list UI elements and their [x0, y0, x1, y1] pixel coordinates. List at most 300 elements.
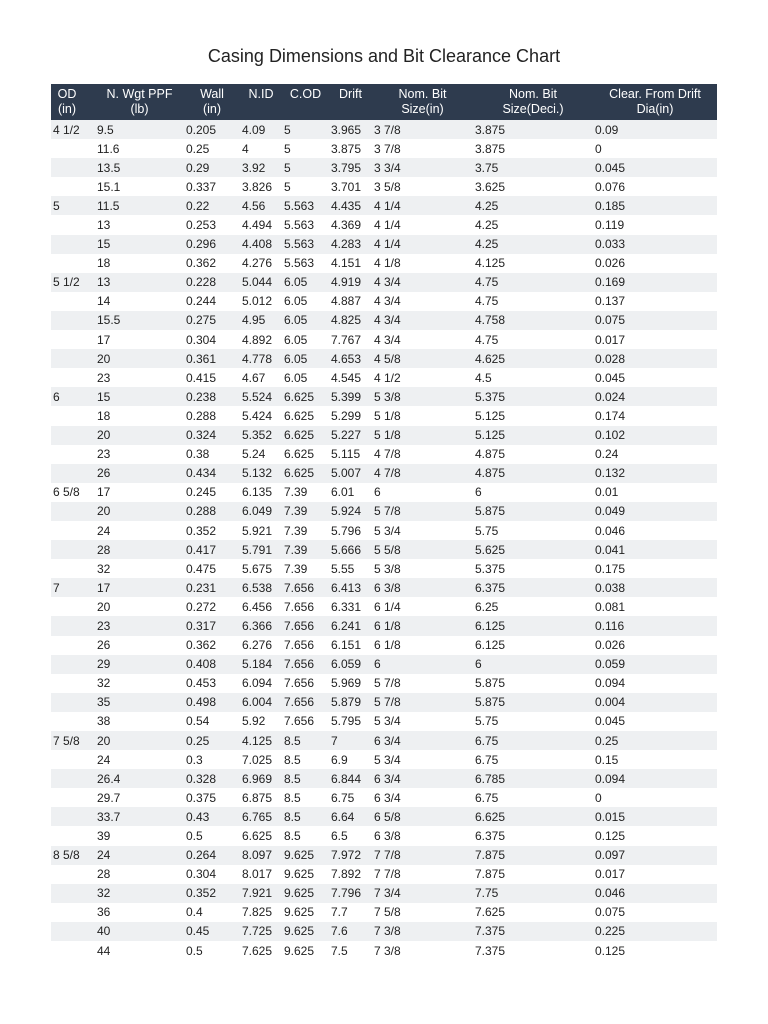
cell-weight: 26.4 [97, 771, 121, 786]
cell-bit-decimal: 4.125 [475, 256, 506, 271]
cell-clearance: 0.119 [595, 218, 625, 233]
table-row [51, 941, 717, 960]
cell-clearance: 0.045 [595, 160, 626, 175]
cell-bit-decimal: 4.875 [475, 447, 506, 462]
col-header-bit-size: Nom. Bit Size(in) [398, 87, 447, 116]
cell-drift: 6.059 [331, 657, 362, 672]
cell-bit-decimal: 4.25 [475, 237, 499, 252]
cell-od [51, 826, 95, 845]
cell-nid: 7.625 [242, 943, 273, 958]
cell-cod: 6.05 [284, 351, 308, 366]
cell-clearance: 0.004 [595, 695, 626, 710]
cell-clearance: 0.094 [595, 771, 626, 786]
cell-wall: 0.288 [186, 408, 217, 423]
cell-wall: 0.417 [186, 542, 217, 557]
table-row [51, 540, 717, 559]
cell-weight: 36 [97, 905, 111, 920]
table-row [51, 139, 717, 158]
cell-clearance: 0.097 [595, 848, 626, 863]
cell-bit-decimal: 5.875 [475, 504, 506, 519]
cell-od [51, 406, 95, 425]
cell-cod: 5 [284, 122, 291, 137]
cell-weight: 39 [97, 829, 111, 844]
cell-clearance: 0.15 [595, 752, 619, 767]
cell-wall: 0.475 [186, 561, 217, 576]
cell-cod: 7.656 [284, 714, 315, 729]
cell-clearance: 0.045 [595, 370, 626, 385]
cell-bit-size: 3 7/8 [374, 122, 401, 137]
cell-od [51, 177, 95, 196]
cell-bit-decimal: 7.625 [475, 905, 506, 920]
cell-wall: 0.434 [186, 466, 217, 481]
cell-nid: 7.025 [242, 752, 273, 767]
cell-od [51, 712, 95, 731]
cell-drift: 5.55 [331, 561, 355, 576]
cell-bit-size: 4 3/4 [374, 332, 401, 347]
cell-od: 7 [53, 580, 60, 595]
cell-nid: 6.004 [242, 695, 273, 710]
cell-nid: 7.725 [242, 924, 273, 939]
cell-od: 8 5/8 [53, 848, 80, 863]
cell-clearance: 0.015 [595, 809, 626, 824]
cell-od [51, 655, 95, 674]
cell-od [51, 922, 95, 941]
cell-clearance: 0.225 [595, 924, 626, 939]
cell-cod: 6.625 [284, 447, 315, 462]
col-header-od: OD (in) [57, 87, 77, 116]
cell-nid: 5.24 [242, 447, 266, 462]
cell-cod: 9.625 [284, 886, 315, 901]
table-row [51, 712, 717, 731]
cell-cod: 6.625 [284, 428, 315, 443]
cell-cod: 7.656 [284, 580, 315, 595]
cell-od [51, 941, 95, 960]
cell-od [51, 235, 95, 254]
cell-wall: 0.375 [186, 790, 217, 805]
cell-od [51, 750, 95, 769]
cell-drift: 6.151 [331, 638, 362, 653]
cell-wall: 0.25 [186, 141, 210, 156]
cell-clearance: 0.076 [595, 179, 626, 194]
cell-nid: 6.135 [242, 485, 273, 500]
cell-cod: 6.625 [284, 408, 315, 423]
cell-bit-decimal: 6.375 [475, 829, 506, 844]
cell-drift: 4.435 [331, 198, 362, 213]
cell-cod: 7.656 [284, 638, 315, 653]
cell-cod: 5.563 [284, 256, 315, 271]
table-row [51, 464, 717, 483]
cell-bit-decimal: 6.75 [475, 790, 499, 805]
cell-weight: 17 [97, 485, 111, 500]
cell-clearance: 0 [595, 790, 602, 805]
cell-bit-size: 3 7/8 [374, 141, 401, 156]
cell-weight: 33.7 [97, 809, 121, 824]
cell-clearance: 0.041 [595, 542, 626, 557]
cell-bit-size: 6 3/4 [374, 733, 401, 748]
casing-table [51, 84, 717, 960]
cell-nid: 4.276 [242, 256, 273, 271]
cell-od [51, 368, 95, 387]
cell-bit-size: 6 3/4 [374, 771, 401, 786]
cell-wall: 0.253 [186, 218, 217, 233]
cell-clearance: 0.125 [595, 943, 626, 958]
cell-weight: 35 [97, 695, 111, 710]
cell-cod: 5 [284, 160, 291, 175]
cell-od [51, 559, 95, 578]
cell-bit-size: 4 7/8 [374, 466, 401, 481]
cell-bit-decimal: 3.875 [475, 122, 506, 137]
table-row [51, 788, 717, 807]
cell-nid: 5.424 [242, 408, 273, 423]
cell-clearance: 0.25 [595, 733, 619, 748]
cell-bit-decimal: 7.375 [475, 943, 506, 958]
cell-drift: 7.6 [331, 924, 348, 939]
cell-clearance: 0.046 [595, 886, 626, 901]
cell-wall: 0.337 [186, 179, 217, 194]
cell-od: 7 5/8 [53, 733, 80, 748]
cell-bit-size: 4 1/4 [374, 218, 401, 233]
table-row [51, 807, 717, 826]
cell-weight: 26 [97, 638, 111, 653]
cell-od [51, 426, 95, 445]
cell-wall: 0.275 [186, 313, 217, 328]
table-row [51, 884, 717, 903]
cell-drift: 5.879 [331, 695, 362, 710]
cell-clearance: 0.046 [595, 523, 626, 538]
cell-weight: 20 [97, 504, 111, 519]
cell-od [51, 502, 95, 521]
table-row [51, 349, 717, 368]
cell-bit-size: 6 3/8 [374, 580, 401, 595]
table-row [51, 769, 717, 788]
cell-clearance: 0.132 [595, 466, 626, 481]
cell-wall: 0.304 [186, 867, 217, 882]
cell-od [51, 616, 95, 635]
cell-nid: 8.097 [242, 848, 273, 863]
cell-wall: 0.54 [186, 714, 210, 729]
cell-bit-decimal: 5.625 [475, 542, 506, 557]
cell-cod: 6.05 [284, 275, 308, 290]
cell-od [51, 636, 95, 655]
cell-clearance: 0.137 [595, 294, 626, 309]
cell-od [51, 292, 95, 311]
cell-clearance: 0.059 [595, 657, 626, 672]
cell-bit-decimal: 4.75 [475, 275, 499, 290]
cell-od [51, 884, 95, 903]
cell-bit-decimal: 4.25 [475, 198, 499, 213]
cell-weight: 20 [97, 599, 111, 614]
cell-wall: 0.22 [186, 198, 210, 213]
cell-cod: 6.05 [284, 332, 308, 347]
cell-drift: 5.969 [331, 676, 362, 691]
cell-weight: 32 [97, 676, 111, 691]
cell-cod: 7.656 [284, 618, 315, 633]
cell-cod: 9.625 [284, 848, 315, 863]
table-row [51, 903, 717, 922]
cell-weight: 15 [97, 237, 111, 252]
cell-cod: 5.563 [284, 198, 315, 213]
cell-weight: 13 [97, 218, 111, 233]
cell-nid: 5.524 [242, 389, 273, 404]
cell-bit-size: 5 3/8 [374, 389, 401, 404]
cell-bit-decimal: 6 [475, 485, 482, 500]
cell-od [51, 540, 95, 559]
table-row [51, 292, 717, 311]
cell-bit-decimal: 4.75 [475, 294, 499, 309]
cell-weight: 29 [97, 657, 111, 672]
cell-wall: 0.317 [186, 618, 217, 633]
cell-weight: 20 [97, 351, 111, 366]
cell-weight: 23 [97, 370, 111, 385]
cell-weight: 18 [97, 256, 111, 271]
cell-bit-decimal: 4.758 [475, 313, 506, 328]
header-row [51, 84, 717, 120]
cell-cod: 7.656 [284, 695, 315, 710]
cell-wall: 0.272 [186, 599, 217, 614]
cell-nid: 3.92 [242, 160, 266, 175]
cell-bit-decimal: 4.75 [475, 332, 499, 347]
cell-wall: 0.361 [186, 351, 217, 366]
cell-bit-size: 5 3/4 [374, 523, 401, 538]
cell-drift: 5.795 [331, 714, 362, 729]
cell-weight: 20 [97, 733, 111, 748]
cell-od [51, 674, 95, 693]
cell-clearance: 0.169 [595, 275, 626, 290]
cell-bit-size: 6 1/8 [374, 638, 401, 653]
cell-drift: 4.283 [331, 237, 362, 252]
cell-bit-decimal: 4.875 [475, 466, 506, 481]
cell-bit-decimal: 7.375 [475, 924, 506, 939]
cell-bit-decimal: 6.125 [475, 638, 506, 653]
cell-wall: 0.304 [186, 332, 217, 347]
cell-bit-size: 6 3/4 [374, 790, 401, 805]
cell-clearance: 0.09 [595, 122, 619, 137]
cell-drift: 3.875 [331, 141, 362, 156]
cell-bit-decimal: 6 [475, 657, 482, 672]
cell-clearance: 0.033 [595, 237, 626, 252]
cell-nid: 4.67 [242, 370, 266, 385]
cell-wall: 0.5 [186, 829, 203, 844]
cell-od [51, 445, 95, 464]
cell-drift: 6.9 [331, 752, 348, 767]
cell-cod: 6.05 [284, 294, 308, 309]
cell-od [51, 139, 95, 158]
cell-bit-decimal: 6.625 [475, 809, 506, 824]
cell-wall: 0.244 [186, 294, 217, 309]
table-row [51, 636, 717, 655]
cell-cod: 5.563 [284, 218, 315, 233]
cell-bit-size: 5 7/8 [374, 676, 401, 691]
table-row [51, 215, 717, 234]
cell-od [51, 254, 95, 273]
cell-cod: 9.625 [284, 905, 315, 920]
cell-wall: 0.25 [186, 733, 210, 748]
cell-bit-size: 5 7/8 [374, 504, 401, 519]
cell-wall: 0.453 [186, 676, 217, 691]
cell-drift: 5.115 [331, 447, 361, 462]
cell-nid: 4.408 [242, 237, 273, 252]
cell-cod: 6.05 [284, 313, 308, 328]
cell-clearance: 0.185 [595, 198, 626, 213]
cell-clearance: 0.102 [595, 428, 626, 443]
cell-drift: 7.7 [331, 905, 348, 920]
cell-bit-size: 3 5/8 [374, 179, 401, 194]
cell-bit-size: 4 1/8 [374, 256, 401, 271]
table-row [51, 731, 717, 750]
cell-bit-size: 5 3/8 [374, 561, 401, 576]
cell-drift: 7 [331, 733, 338, 748]
cell-weight: 15.5 [97, 313, 121, 328]
cell-weight: 24 [97, 523, 111, 538]
cell-wall: 0.29 [186, 160, 210, 175]
cell-nid: 6.538 [242, 580, 273, 595]
cell-bit-decimal: 5.125 [475, 408, 506, 423]
cell-nid: 4.892 [242, 332, 273, 347]
cell-wall: 0.264 [186, 848, 217, 863]
cell-bit-size: 4 1/2 [374, 370, 401, 385]
cell-bit-size: 7 7/8 [374, 848, 401, 863]
table-row [51, 693, 717, 712]
cell-nid: 5.352 [242, 428, 273, 443]
cell-nid: 4.778 [242, 351, 273, 366]
cell-weight: 32 [97, 561, 111, 576]
cell-clearance: 0.094 [595, 676, 626, 691]
cell-cod: 8.5 [284, 771, 301, 786]
cell-bit-decimal: 7.875 [475, 867, 506, 882]
cell-nid: 5.921 [242, 523, 273, 538]
cell-bit-decimal: 4.625 [475, 351, 506, 366]
cell-bit-decimal: 6.25 [475, 599, 499, 614]
cell-drift: 3.795 [331, 160, 362, 175]
table-row [51, 521, 717, 540]
cell-bit-decimal: 7.75 [475, 886, 499, 901]
cell-od [51, 865, 95, 884]
cell-bit-size: 7 3/8 [374, 943, 401, 958]
cell-drift: 7.972 [331, 848, 362, 863]
cell-cod: 8.5 [284, 752, 301, 767]
cell-nid: 6.456 [242, 599, 273, 614]
cell-weight: 11.6 [97, 141, 120, 156]
cell-clearance: 0.174 [595, 408, 626, 423]
cell-wall: 0.288 [186, 504, 217, 519]
cell-bit-size: 7 5/8 [374, 905, 401, 920]
cell-cod: 8.5 [284, 809, 301, 824]
table-row [51, 750, 717, 769]
cell-od: 5 1/2 [53, 275, 80, 290]
cell-clearance: 0 [595, 141, 602, 156]
cell-nid: 4 [242, 141, 249, 156]
cell-cod: 5 [284, 141, 291, 156]
cell-weight: 15.1 [97, 179, 121, 194]
cell-nid: 6.969 [242, 771, 273, 786]
table-row [51, 177, 717, 196]
cell-clearance: 0.075 [595, 905, 626, 920]
cell-bit-size: 5 1/8 [374, 428, 401, 443]
cell-cod: 5 [284, 179, 291, 194]
cell-cod: 7.656 [284, 599, 315, 614]
cell-weight: 17 [97, 332, 111, 347]
cell-cod: 7.39 [284, 504, 308, 519]
cell-clearance: 0.049 [595, 504, 626, 519]
cell-clearance: 0.017 [595, 332, 626, 347]
col-header-nid: N.ID [248, 87, 274, 101]
cell-nid: 6.276 [242, 638, 273, 653]
table-row [51, 846, 717, 865]
page-title: Casing Dimensions and Bit Clearance Chart [207, 46, 561, 66]
cell-weight: 9.5 [97, 122, 114, 137]
col-header-wall: Wall (in) [200, 87, 224, 116]
cell-cod: 8.5 [284, 829, 301, 844]
cell-drift: 5.924 [331, 504, 362, 519]
cell-bit-decimal: 3.625 [475, 179, 506, 194]
cell-wall: 0.3 [186, 752, 203, 767]
cell-nid: 6.366 [242, 618, 273, 633]
cell-cod: 8.5 [284, 790, 301, 805]
cell-bit-decimal: 6.785 [475, 771, 506, 786]
table-row [51, 426, 717, 445]
cell-drift: 6.331 [331, 599, 362, 614]
cell-drift: 6.241 [331, 618, 362, 633]
cell-od [51, 807, 95, 826]
table-row [51, 158, 717, 177]
cell-drift: 3.701 [331, 179, 362, 194]
cell-clearance: 0.24 [595, 447, 619, 462]
cell-nid: 5.675 [242, 561, 273, 576]
cell-wall: 0.238 [186, 389, 217, 404]
cell-weight: 13.5 [97, 160, 121, 175]
cell-weight: 17 [97, 580, 111, 595]
cell-drift: 7.796 [331, 886, 362, 901]
cell-bit-decimal: 5.875 [475, 695, 506, 710]
cell-bit-decimal: 3.875 [475, 141, 506, 156]
cell-bit-decimal: 5.75 [475, 714, 499, 729]
cell-bit-size: 5 5/8 [374, 542, 401, 557]
table-row [51, 922, 717, 941]
table-row [51, 387, 717, 406]
cell-od: 6 5/8 [53, 485, 80, 500]
cell-od: 4 1/2 [53, 122, 80, 137]
cell-nid: 5.184 [242, 657, 273, 672]
cell-bit-decimal: 5.75 [475, 523, 499, 538]
cell-bit-decimal: 4.5 [475, 370, 492, 385]
cell-nid: 7.921 [242, 886, 273, 901]
cell-weight: 23 [97, 447, 111, 462]
cell-bit-size: 6 3/8 [374, 829, 401, 844]
cell-cod: 7.39 [284, 523, 308, 538]
col-header-cod: C.OD [289, 87, 322, 101]
cell-wall: 0.498 [186, 695, 217, 710]
cell-cod: 7.656 [284, 676, 315, 691]
col-header-bit-decimal: Nom. Bit Size(Deci.) [502, 87, 564, 116]
cell-wall: 0.415 [186, 370, 217, 385]
cell-cod: 7.39 [284, 485, 308, 500]
cell-drift: 3.965 [331, 122, 362, 137]
cell-wall: 0.362 [186, 638, 217, 653]
cell-bit-size: 4 5/8 [374, 351, 401, 366]
cell-wall: 0.231 [186, 580, 217, 595]
cell-od [51, 521, 95, 540]
cell-od [51, 158, 95, 177]
cell-drift: 5.399 [331, 389, 362, 404]
table-header [51, 84, 717, 120]
cell-cod: 6.05 [284, 370, 308, 385]
cell-nid: 5.132 [242, 466, 273, 481]
cell-bit-size: 6 1/4 [374, 599, 401, 614]
cell-drift: 4.369 [331, 218, 362, 233]
cell-od [51, 311, 95, 330]
cell-wall: 0.43 [186, 809, 210, 824]
table-row [51, 826, 717, 845]
